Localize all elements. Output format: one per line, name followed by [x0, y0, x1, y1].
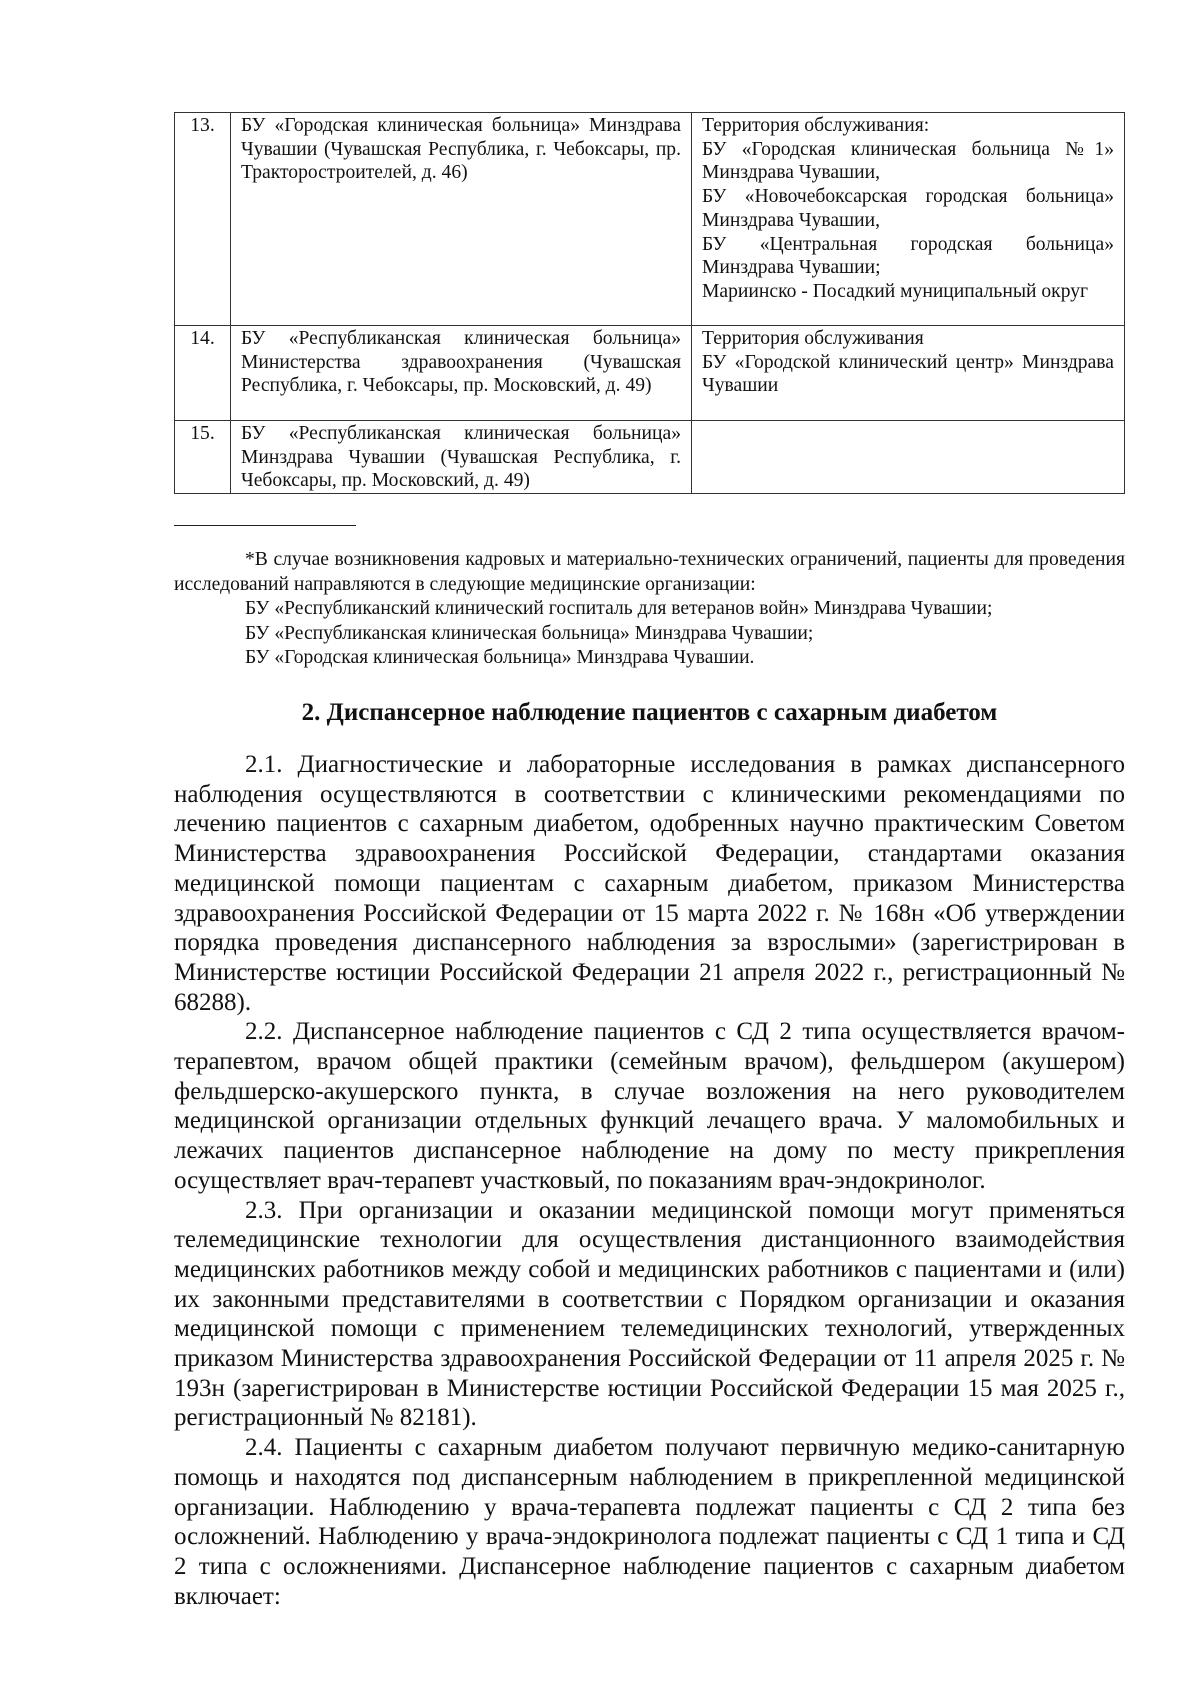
territory-line: БУ «Центральная городская больница» Минздрава Чувашии; — [702, 233, 1114, 279]
territory-line: БУ «Городской клинический центр» Минздрава Чувашии — [702, 351, 1114, 397]
row-number: 15. — [175, 421, 231, 494]
territory-line: БУ «Городская клиническая больница №1» Минздрава Чувашии, — [702, 138, 1114, 184]
territory-cell-empty — [692, 421, 1125, 494]
territory-line: Территория обслуживания — [702, 328, 924, 349]
row-number: 14. — [175, 326, 231, 421]
territory-cell — [692, 113, 1125, 326]
table-row — [175, 326, 1125, 421]
table-row — [175, 113, 1125, 326]
organization-cell: БУ «Республиканская клиническая больница» Министерства здравоохранения (Чувашская Республика, г. Чебоксары, пр. Московский, д. 49) — [231, 326, 692, 421]
footnote-item: БУ «Республиканская клиническая больница» Минздрава Чувашии; — [245, 622, 814, 644]
paragraph: 2.3. При организации и оказании медицинской помощи могут применяться телемедицинские технологии для осуществления дистанционного взаимодействия медицинских работников между собой и медицинских работников с пациентами и (или) их законными представителями в соответствии с Порядком организации и оказания медицинской помощи с применением телемедицинских технологий, утвержденных приказом Министерства здравоохранения Российской Федерации от 11 апреля 2025 г. № 193н (зарегистрирован в Министерстве юстиции Российской Федерации 15 мая 2025 г., регистрационный № 82181). — [174, 1196, 1125, 1432]
table-row — [175, 421, 1125, 494]
organization-cell: БУ «Республиканская клиническая больница» Минздрава Чувашии (Чувашская Республика, г. Чебоксары, пр. Московский, д. 49) — [231, 421, 692, 494]
territory-cell — [692, 326, 1125, 421]
footnote-item: БУ «Городская клиническая больница» Минздрава Чувашии. — [245, 647, 755, 668]
footnote — [174, 548, 1125, 671]
footnote-item: БУ «Республиканский клинический госпиталь для ветеранов войн» Минздрава Чувашии; — [245, 598, 993, 619]
territory-line: Территория обслуживания: — [702, 115, 930, 136]
medical-organizations-table — [174, 112, 1125, 494]
footnote-text: *В случае возникновения кадровых и материально-технических ограничений, пациенты для проведения исследований направляются в следующие медицинские организации: — [174, 549, 1125, 595]
paragraph: 2.4. Пациенты с сахарным диабетом получают первичную медико-санитарную помощь и находятся под диспансерным наблюдением в прикрепленной медицинской организации. Наблюдению у врача-терапевта подлежат пациенты с СД 2 типа без осложнений. Наблюдению у врача-эндокринолога подлежат пациенты с СД 1 типа и СД 2 типа с осложнениями. Диспансерное наблюдение пациентов с сахарным диабетом включает: — [174, 1434, 1125, 1610]
paragraph: 2.1. Диагностические и лабораторные исследования в рамках диспансерного наблюдения осуществляются в соответствии с клиническими рекомендациями по лечению пациентов с сахарным диабетом, одобренных научно практическим Советом Министерства здравоохранения Российской Федерации, стандартами оказания медицинской помощи пациентам с сахарным диабетом, приказом Министерства здравоохранения Российской Федерации от 15 марта 2022 г. № 168н «Об утверждении порядка проведения диспансерного наблюдения за взрослыми» (зарегистрирован в Министерстве юстиции Российской Федерации 21 апреля 2022 г., регистрационный № 68288). — [174, 751, 1125, 1016]
territory-line: Мариинско - Посадкий муниципальный округ — [702, 280, 1089, 302]
section-body — [174, 750, 1125, 1611]
territory-line: БУ «Новочебоксарская городская больница» Минздрава Чувашии, — [702, 186, 1114, 231]
footnote-divider — [174, 525, 356, 526]
organization-cell: БУ «Городская клиническая больница» Минздрава Чувашии (Чувашская Республика, г. Чебоксары, пр. Тракторостроителей, д. 46) — [231, 113, 692, 326]
paragraph: 2.2. Диспансерное наблюдение пациентов с СД 2 типа осуществляется врачом-терапевтом, врачом общей практики (семейным врачом), фельдшером (акушером) фельдшерско-акушерского пункта, в случае возложения на него руководителем медицинской организации отдельных функций лечащего врача. У маломобильных и лежачих пациентов диспансерное наблюдение на дому по месту прикрепления осуществляет врач-терапевт участковый, по показаниям врач-эндокринолог. — [174, 1018, 1125, 1194]
section-title: 2. Диспансерное наблюдение пациентов с сахарным диабетом — [301, 699, 998, 726]
row-number: 13. — [175, 113, 231, 326]
